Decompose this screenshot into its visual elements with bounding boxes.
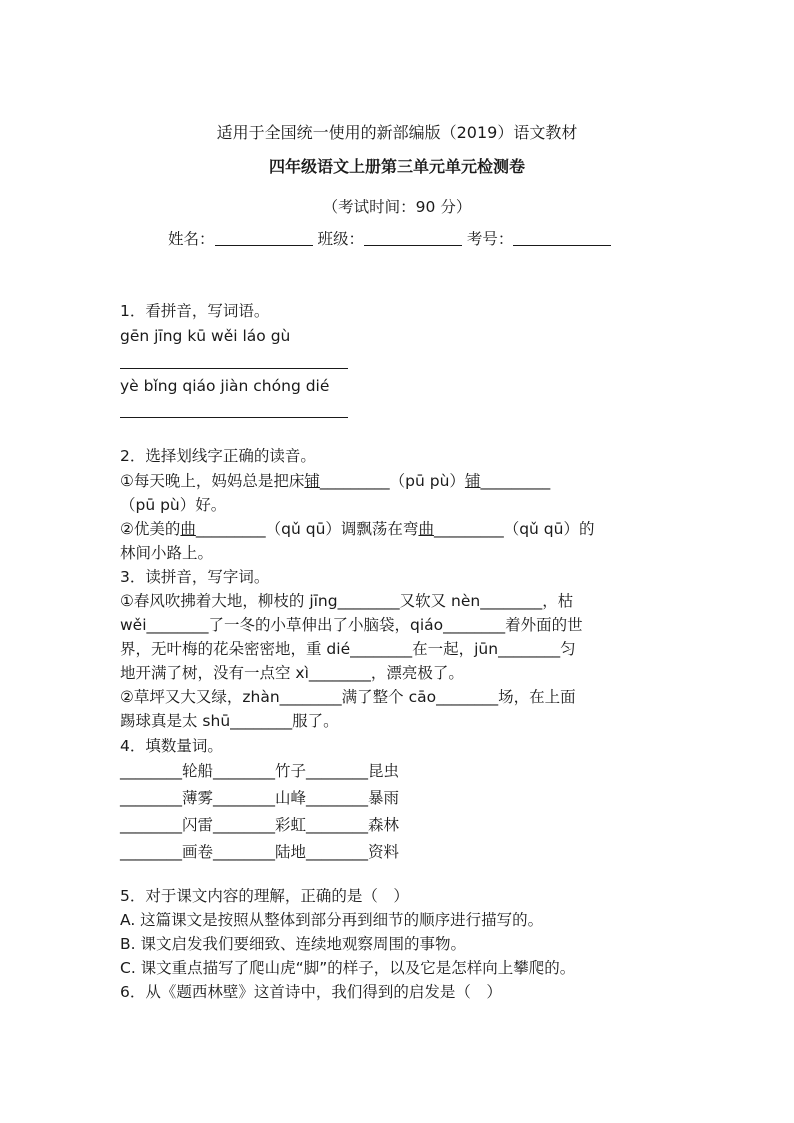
q2-heading: 2．选择划线字正确的读音。 [120,447,316,465]
q1-pinyin-row-2: yè bǐng qiáo jiàn chóng dié [120,377,330,395]
q2-line-2: （pū pù）好。 [120,496,227,514]
number-field[interactable] [513,229,611,246]
q2-line-4: 林间小路上。 [120,544,214,562]
q4-heading: 4．填数量词。 [120,737,223,755]
q5-option-a[interactable]: A. 这篇课文是按照从整体到部分再到细节的顺序进行描写的。 [120,911,544,929]
class-label: 班级： [317,230,364,248]
name-label: 姓名： [168,230,215,248]
underlined-char: 铺 [464,472,481,490]
q5-option-c[interactable]: C. 课文重点描写了爬山虎“脚”的样子，以及它是怎样向上攀爬的。 [120,959,576,977]
q4-row: ________闪雷________彩虹________森林 [120,816,400,834]
underlined-char: 曲 [180,520,196,538]
underlined-char: 铺 [304,472,320,490]
q2-line-1: ①每天晚上，妈妈总是把床铺_________（pū pù）铺_________ [120,472,551,490]
q3-heading: 3．读拼音，写字词。 [120,568,270,586]
q4-row: ________画卷________陆地________资料 [120,843,400,861]
q3-line-6: 踢球真是太 shū________服了。 [120,712,339,730]
q3-line-1: ①春风吹拂着大地，柳枝的 jīng________又软又 nèn________，枯 [120,592,574,610]
student-info-row [168,228,611,250]
underlined-char: 曲 [418,520,434,538]
q1-answer-line-1[interactable] [120,368,348,369]
exam-title: 四年级语文上册第三单元单元检测卷 [268,157,525,176]
q6-heading: 6．从《题西林壁》这首诗中，我们得到的启发是（ ） [120,983,502,1001]
q1-answer-line-2[interactable] [120,417,348,418]
q4-row: ________轮船________竹子________昆虫 [120,762,400,780]
q5-option-b[interactable]: B. 课文启发我们要细致、连续地观察周围的事物。 [120,935,466,953]
q5-heading: 5．对于课文内容的理解，正确的是（ ） [120,887,409,905]
q1-heading: 1．看拼音，写词语。 [120,302,270,320]
q3-line-5: ②草坪又大又绿，zhàn________满了整个 cāo________场，在上面 [120,688,576,706]
name-field[interactable] [215,229,313,246]
q3-line-4: 地开满了树，没有一点空 xì________，漂亮极了。 [120,664,464,682]
textbook-subtitle: 适用于全国统一使用的新部编版（2019）语文教材 [216,123,578,142]
number-label: 考号： [466,230,514,248]
exam-time: （考试时间：90 分） [322,198,472,216]
q1-pinyin-row-1: gēn jīng kū wěi láo gù [120,327,291,345]
class-field[interactable] [364,229,462,246]
q3-line-2: wěi________了一冬的小草伸出了小脑袋，qiáo________着外面的世 [120,616,583,634]
q3-line-3: 界，无叶梅的花朵密密地，重 dié________在一起，jūn________匀 [120,640,576,658]
q2-line-3: ②优美的曲_________（qǔ qū）调飘荡在弯曲_________（qǔ qū）的 [120,520,595,538]
q4-row: ________薄雾________山峰________暴雨 [120,789,400,807]
